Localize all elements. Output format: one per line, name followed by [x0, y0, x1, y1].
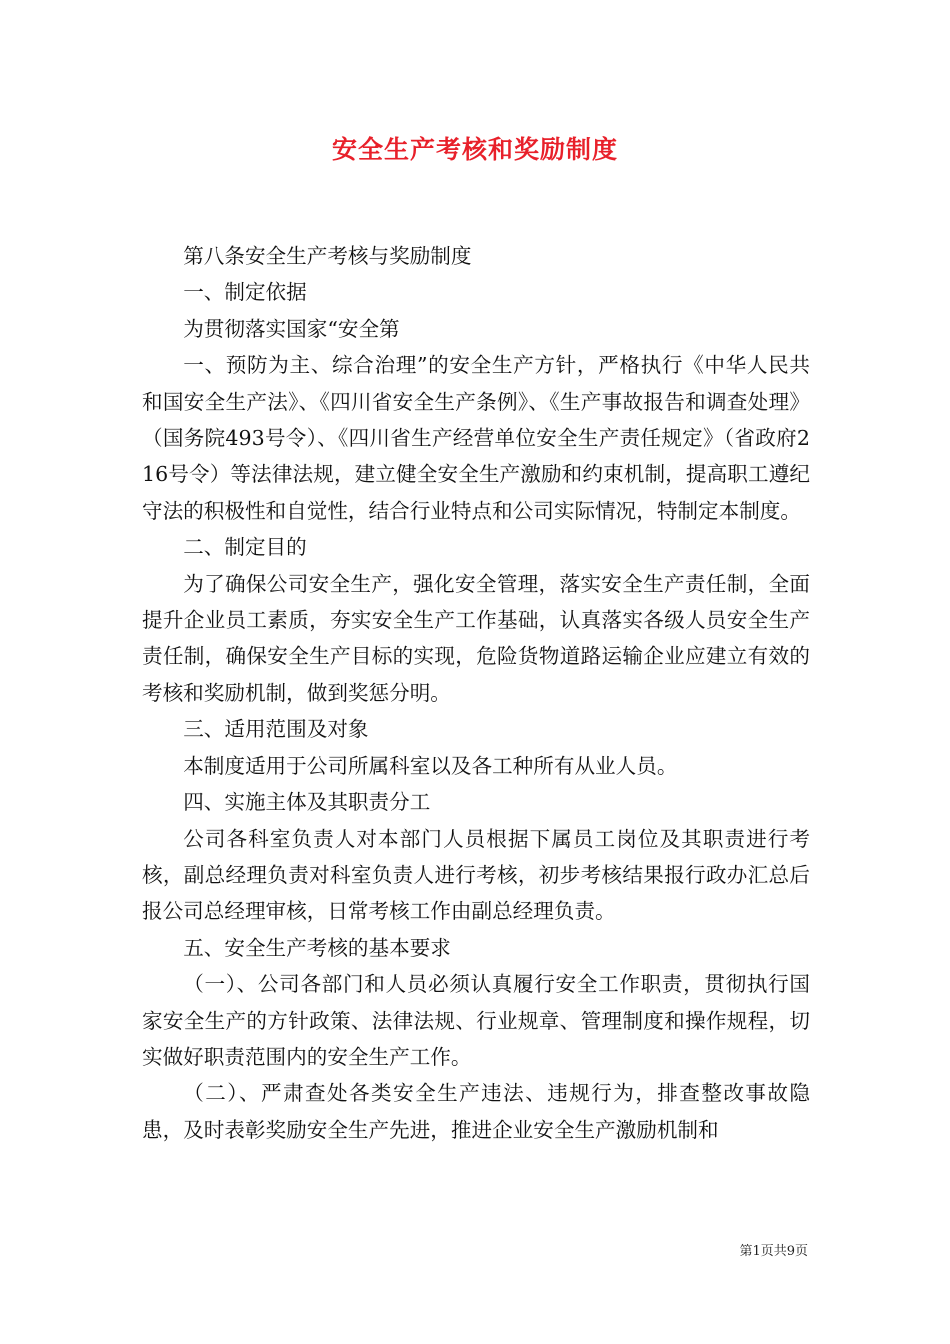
paragraph: 二、制定目的	[183, 535, 307, 560]
document-title: 安全生产考核和奖励制度	[331, 135, 618, 164]
paragraph: （二）、严肃查处各类安全生产违法、违规行为，排查整改事故隐患，及时表彰奖励安全生产先进，推进企业安全生产激励机制和	[142, 1081, 810, 1142]
document-body	[142, 238, 810, 1148]
paragraph: 第八条安全生产考核与奖励制度	[183, 244, 472, 268]
paragraph: （一）、公司各部门和人员必须认真履行安全工作职责，贯彻执行国家安全生产的方针政策、法律法规、行业规章、管理制度和操作规程，切实做好职责范围内的安全生产工作。	[142, 972, 810, 1069]
paragraph: 为贯彻落实国家“安全第	[183, 316, 400, 341]
paragraph: 为了确保公司安全生产，强化安全管理，落实安全生产责任制，全面提升企业员工素质，夯实安全生产工作基础，认真落实各级人员安全生产责任制，确保安全生产目标的实现，危险货物道路运输企业应建立有效的考核和奖励机制，做到奖惩分明。	[142, 571, 810, 705]
paragraph: 公司各科室负责人对本部门人员根据下属员工岗位及其职责进行考核，副总经理负责对科室负责人进行考核，初步考核结果报行政办汇总后报公司总经理审核，日常考核工作由副总经理负责。	[142, 826, 810, 924]
paragraph: 一、制定依据	[183, 280, 307, 305]
paragraph: 一、预防为主、综合治理”的安全生产方针，严格执行《中华人民共和国安全生产法》、《四川省安全生产条例》、《生产事故报告和调查处理》（国务院493号令）、《四川省生产经营单位安全生产责任规定》（省政府216号令）等法律法规，建立健全安全生产激励和约束机制，提高职工遵纪守法的积极性和自觉性，结合行业特点和公司实际情况，特制定本制度。	[142, 353, 810, 523]
paragraph: 本制度适用于公司所属科室以及各工种所有从业人员。	[183, 753, 678, 778]
paragraph: 五、安全生产考核的基本要求	[183, 935, 451, 960]
paragraph: 四、实施主体及其职责分工	[183, 790, 431, 815]
paragraph: 三、适用范围及对象	[183, 717, 369, 742]
page-number: 第1页共9页	[739, 1244, 808, 1259]
